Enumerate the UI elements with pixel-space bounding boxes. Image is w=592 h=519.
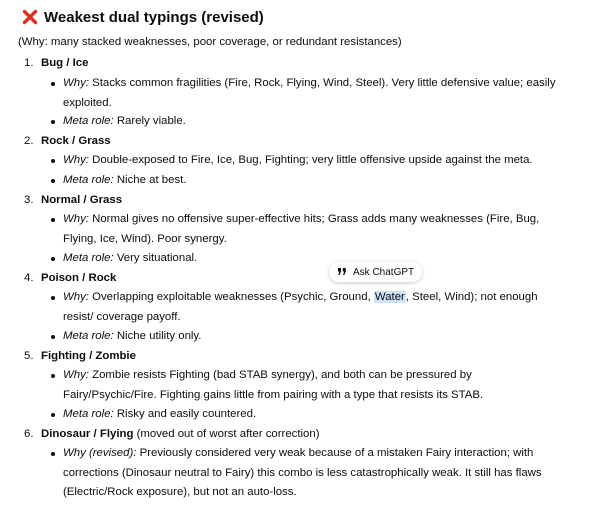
bullet-label: Why: xyxy=(63,154,89,166)
list-bullet xyxy=(63,444,563,503)
bullet-text: , Steel, Wind); not enough resist/ coverage payoff. xyxy=(63,291,538,323)
list-bullet xyxy=(63,366,563,405)
section-heading xyxy=(22,6,264,28)
bullet-text: Very situational. xyxy=(116,252,198,264)
bullet-label: Why (revised): xyxy=(63,447,137,459)
item-name: Poison / Rock xyxy=(41,272,117,284)
item-number: 6. xyxy=(24,428,34,440)
quote-icon xyxy=(337,267,347,277)
cross-mark-icon xyxy=(22,9,38,25)
heading-title: Weakest dual typings (revised) xyxy=(44,8,264,26)
bullet-label: Why: xyxy=(63,77,89,89)
list-bullet xyxy=(63,249,563,269)
item-number: 1. xyxy=(24,57,34,69)
item-number: 2. xyxy=(24,135,34,147)
bullet-text: Normal gives no offensive super-effective hits; Grass adds many weaknesses (Fire, Bug, Flying, Ice, Wind). Poor synergy. xyxy=(63,213,540,245)
item-name: Bug / Ice xyxy=(41,57,89,69)
bullet-label: Meta role: xyxy=(63,408,114,420)
bullet-label: Meta role: xyxy=(63,174,114,186)
list-bullet xyxy=(63,405,563,425)
bullet-text: Risky and easily countered. xyxy=(116,408,257,420)
list-bullet xyxy=(63,327,563,347)
bullet-text: Niche at best. xyxy=(116,174,187,186)
bullet-text: Overlapping exploitable weaknesses (Psychic, Ground, xyxy=(92,291,374,303)
bullet-text: Zombie resists Fighting (bad STAB synergy), and both can be pressured by Fairy/Psychic/Fire. Fighting gains little from pairing with a type that resists its STAB. xyxy=(63,369,484,401)
list-bullet xyxy=(63,210,563,249)
bullet-text: Stacks common fragilities (Fire, Rock, Flying, Wind, Steel). Very little defensive value; easily exploited. xyxy=(63,77,556,109)
list-item-title xyxy=(24,270,116,286)
bullet-text: Double-exposed to Fire, Ice, Bug, Fighting; very little offensive upside against the meta. xyxy=(92,154,533,166)
list-item-title xyxy=(24,348,136,364)
list-bullet xyxy=(63,74,563,113)
list-item-title xyxy=(24,55,88,71)
bullet-label: Why: xyxy=(63,369,89,381)
bullet-label: Meta role: xyxy=(63,252,114,264)
list-item-title xyxy=(24,426,320,442)
list-bullet xyxy=(63,288,563,327)
bullet-label: Meta role: xyxy=(63,115,114,127)
bullet-label: Why: xyxy=(63,213,89,225)
bullet-label: Why: xyxy=(63,291,89,303)
list-bullet xyxy=(63,112,563,132)
item-name: Normal / Grass xyxy=(41,194,123,206)
ask-chatgpt-button[interactable] xyxy=(329,262,422,282)
intro-text: (Why: many stacked weaknesses, poor coverage, or redundant resistances) xyxy=(18,36,402,48)
item-name: Rock / Grass xyxy=(41,135,111,147)
item-name: Fighting / Zombie xyxy=(41,350,136,362)
list-item-title xyxy=(24,192,122,208)
bullet-text: Previously considered very weak because of a mistaken Fairy interaction; with corrections (Dinosaur neutral to Fairy) this combo is less catastrophically weak. It still has flaws (Electric/Rock exposure), but not an auto-loss. xyxy=(63,447,542,498)
list-bullet xyxy=(63,151,563,171)
bullet-label: Meta role: xyxy=(63,330,114,342)
ask-chatgpt-label: Ask ChatGPT xyxy=(353,266,415,278)
bullet-text: Rarely viable. xyxy=(116,115,186,127)
item-number: 4. xyxy=(24,272,34,284)
list-item-title xyxy=(24,133,111,149)
item-note: (moved out of worst after correction) xyxy=(133,428,320,440)
list-bullet xyxy=(63,171,563,191)
bullet-text: Niche utility only. xyxy=(116,330,202,342)
item-number: 3. xyxy=(24,194,34,206)
item-number: 5. xyxy=(24,350,34,362)
selected-text-highlight[interactable]: Water xyxy=(374,291,405,303)
item-name: Dinosaur / Flying xyxy=(41,428,134,440)
